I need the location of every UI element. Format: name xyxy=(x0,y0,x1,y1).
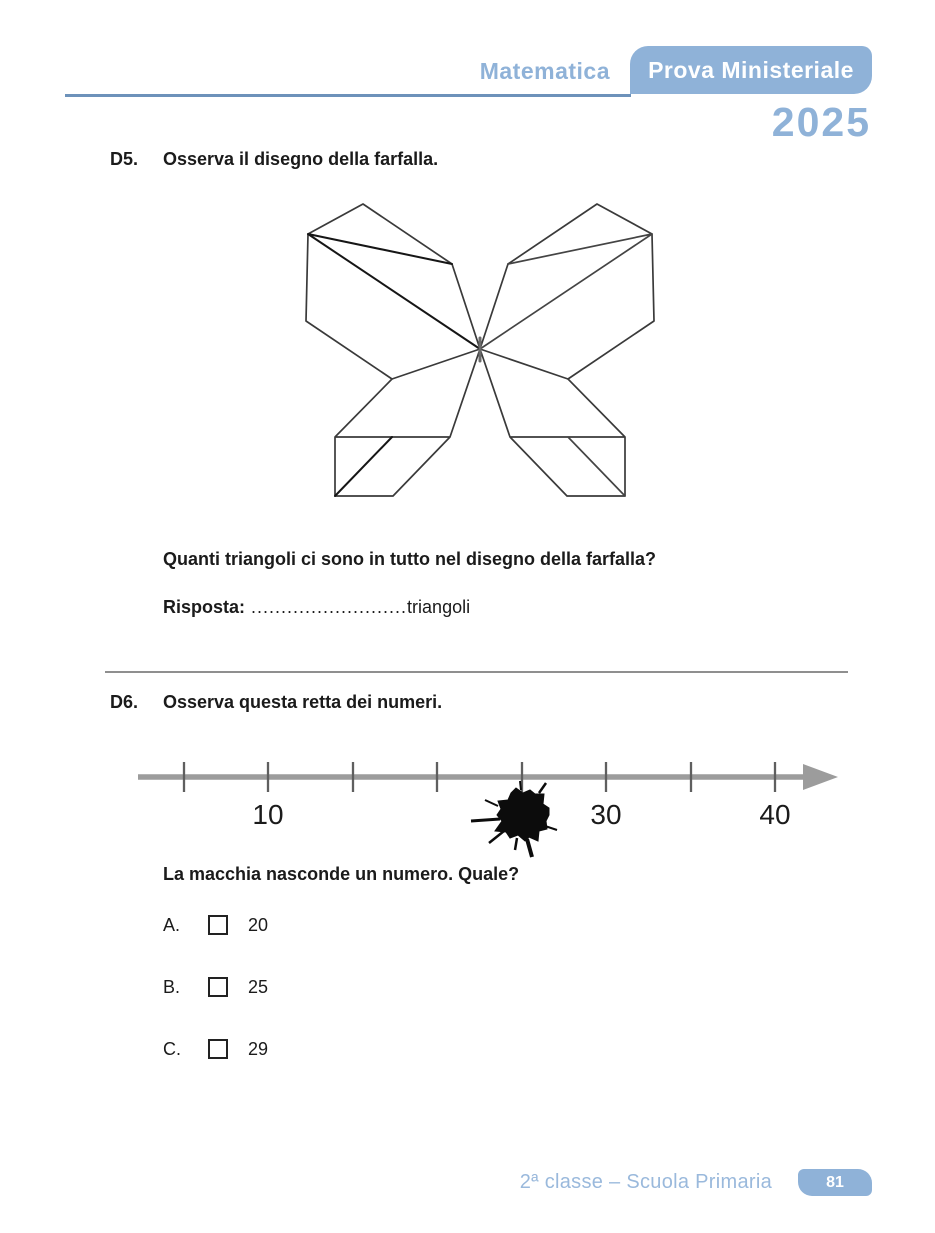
answer-dotted-blank[interactable]: .......................... xyxy=(251,597,408,617)
tick-label-30: 30 xyxy=(590,799,622,830)
question-d5-prompt: Osserva il disegno della farfalla. xyxy=(163,149,439,169)
question-d6-prompt: Osserva questa retta dei numeri. xyxy=(163,692,443,712)
lower-left-wing-diagonal xyxy=(335,437,392,496)
page-number-badge xyxy=(798,1169,872,1196)
question-d6-text: La macchia nasconde un numero. Quale? xyxy=(163,864,520,884)
footer-caption: 2ª classe – Scuola Primaria xyxy=(519,1171,772,1193)
upper-right-wing-diagonals xyxy=(480,234,652,349)
exam-type-label: Prova Ministeriale xyxy=(648,56,854,83)
upper-left-wing-diagonals xyxy=(308,234,480,349)
lower-right-wing-diagonal xyxy=(568,437,625,496)
option-a-letter: A. xyxy=(163,914,181,935)
tick-label-40: 40 xyxy=(759,799,791,830)
question-d6-number: D6. xyxy=(110,692,139,712)
option-a-value: 20 xyxy=(248,914,269,935)
butterfly-figure xyxy=(300,197,660,503)
option-b-checkbox[interactable] xyxy=(208,977,228,997)
question-d6-heading xyxy=(110,692,442,713)
question-d5-number: D5. xyxy=(110,149,139,169)
option-c-letter: C. xyxy=(163,1038,181,1059)
page-footer xyxy=(520,1169,872,1196)
header-rule xyxy=(65,94,631,97)
page-number: 81 xyxy=(826,1173,844,1191)
option-b-letter: B. xyxy=(163,976,181,997)
number-line-figure xyxy=(135,750,840,862)
option-c-value: 29 xyxy=(248,1038,269,1059)
option-c-checkbox[interactable] xyxy=(208,1039,228,1059)
exam-type-tab xyxy=(630,46,872,94)
answer-suffix: triangoli xyxy=(407,597,471,617)
year-label: 2025 xyxy=(771,99,871,145)
question-d5-text: Quanti triangoli ci sono in tutto nel disegno della farfalla? xyxy=(163,549,657,569)
option-row-c xyxy=(163,1037,268,1061)
question-d5-heading xyxy=(110,149,438,170)
ink-blot xyxy=(471,781,557,857)
arrowhead-icon xyxy=(803,764,838,790)
section-divider xyxy=(105,671,848,673)
option-row-b xyxy=(163,975,268,999)
option-b-value: 25 xyxy=(248,976,269,997)
subject-label: Matematica xyxy=(479,58,610,84)
option-a-checkbox[interactable] xyxy=(208,915,228,935)
answer-label: Risposta: xyxy=(163,597,246,617)
tick-label-10: 10 xyxy=(252,799,284,830)
option-row-a xyxy=(163,913,268,937)
answer-line xyxy=(163,597,470,618)
